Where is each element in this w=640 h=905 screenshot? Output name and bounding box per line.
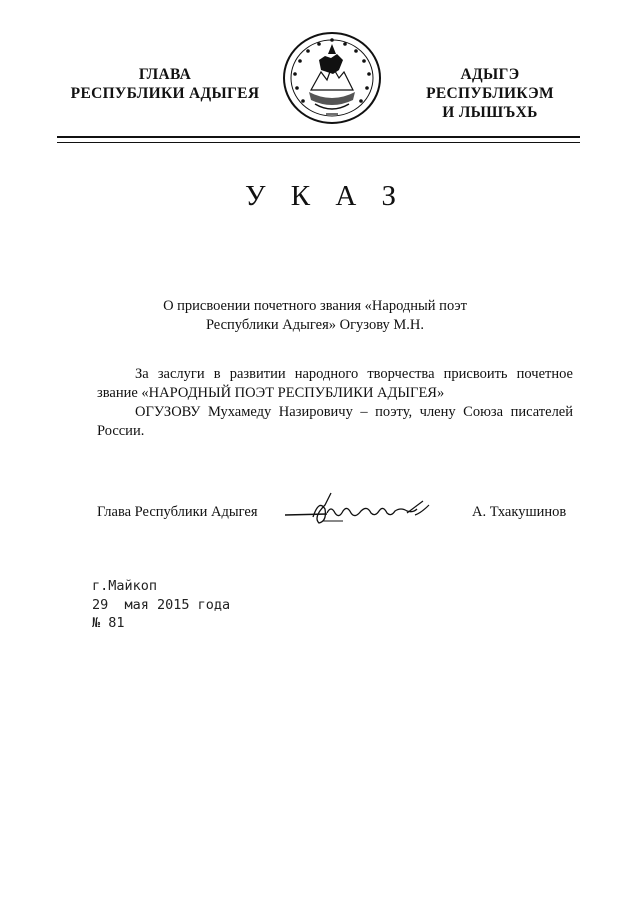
body-line2: звание «НАРОДНЫЙ ПОЭТ РЕСПУБЛИКИ АДЫГЕЯ» xyxy=(97,385,445,401)
meta-date: 29 мая 2015 года xyxy=(92,596,231,613)
meta-city: г.Майкоп xyxy=(92,578,158,594)
document-subject xyxy=(150,297,480,335)
document-body xyxy=(97,365,573,441)
body-line3: ОГУЗОВУ Мухамеду Назировичу – поэту, члену Союза писателей xyxy=(135,404,573,420)
header-left xyxy=(58,65,272,103)
header-right xyxy=(395,65,585,122)
header-right-line2: И ЛЫШЪХЬ xyxy=(442,104,538,121)
body-line1: За заслуги в развитии народного творчества присвоить почетное xyxy=(135,366,573,382)
coat-of-arms-icon xyxy=(281,30,383,126)
subject-line1: О присвоении почетного звания «Народный поэт xyxy=(163,298,467,314)
handwritten-signature xyxy=(283,491,433,527)
header-left-line1: ГЛАВА xyxy=(138,66,192,83)
subject-line2: Республики Адыгея» Огузову М.Н. xyxy=(205,317,425,333)
meta-number: № 81 xyxy=(92,615,125,631)
header-rule-thin xyxy=(57,142,580,143)
signatory-name: А. Тхакушинов xyxy=(472,504,567,520)
header-left-line2: РЕСПУБЛИКИ АДЫГЕЯ xyxy=(70,85,260,102)
signatory-position: Глава Республики Адыгея xyxy=(97,504,258,520)
header-right-line1: АДЫГЭ РЕСПУБЛИКЭМ xyxy=(426,66,554,102)
document-meta xyxy=(92,577,230,633)
header-rule-thick xyxy=(57,136,580,138)
document-title: У К А З xyxy=(244,180,406,212)
body-line4: России. xyxy=(97,423,145,439)
